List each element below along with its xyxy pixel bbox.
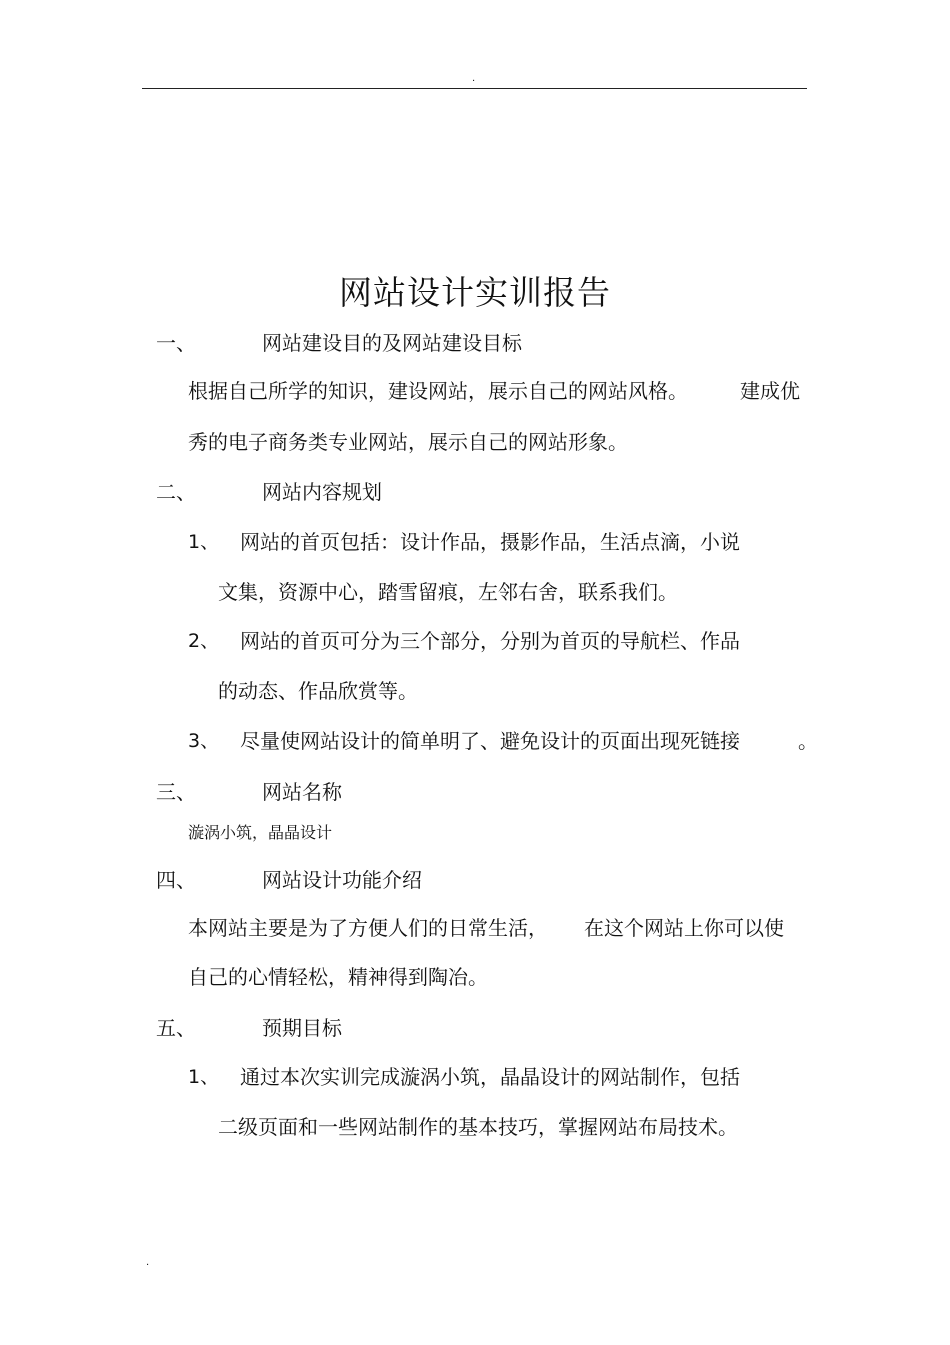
- section-3-title: 网站名称: [262, 780, 342, 804]
- section-2-item-2-line: 网站的首页可分为三个部分，分别为首页的导航栏、作品: [240, 629, 740, 653]
- section-2-number: 二、: [156, 480, 196, 504]
- section-5-item-1-number: 1、: [188, 1066, 220, 1088]
- section-2-item-1-number: 1、: [188, 531, 220, 553]
- document-title: 网站设计实训报告: [339, 273, 611, 312]
- section-4-text-line: 自己的心情轻松，精神得到陶冶。: [188, 965, 488, 989]
- section-2-item-3-number: 3、: [188, 730, 220, 752]
- section-2-item-1-line: 文集，资源中心，踏雪留痕，左邻右舍，联系我们。: [218, 580, 678, 604]
- section-1-text-line: 根据自己所学的知识，建设网站，展示自己的网站风格。: [188, 379, 688, 403]
- section-3-text-line: 漩涡小筑，晶晶设计: [188, 823, 333, 842]
- section-2-item-3-period: 。: [798, 729, 818, 753]
- header-dot: .: [472, 73, 476, 84]
- section-5-number: 五、: [156, 1016, 196, 1040]
- section-4-text-line: 本网站主要是为了方便人们的日常生活，: [188, 916, 548, 940]
- section-2-item-1-line: 网站的首页包括：设计作品，摄影作品，生活点滴，小说: [240, 530, 740, 554]
- section-4-title: 网站设计功能介绍: [262, 868, 422, 892]
- section-1-title: 网站建设目的及网站建设目标: [262, 331, 522, 355]
- section-2-item-2-number: 2、: [188, 630, 220, 652]
- section-1-text-line: 秀的电子商务类专业网站，展示自己的网站形象。: [188, 430, 628, 454]
- section-4-number: 四、: [156, 868, 196, 892]
- section-2-title: 网站内容规划: [262, 480, 382, 504]
- section-5-title: 预期目标: [262, 1016, 342, 1040]
- section-1-text-line: 建成优: [740, 379, 800, 403]
- section-2-item-2-line: 的动态、作品欣赏等。: [218, 679, 418, 703]
- section-5-item-1-line: 通过本次实训完成漩涡小筑，晶晶设计的网站制作，包括: [240, 1065, 740, 1089]
- section-3-number: 三、: [156, 780, 196, 804]
- header-rule: [142, 88, 807, 89]
- section-2-item-3-line: 尽量使网站设计的简单明了、避免设计的页面出现死链接: [240, 729, 740, 753]
- section-4-text-line: 在这个网站上你可以使: [584, 916, 784, 940]
- section-1-number: 一、: [156, 331, 196, 355]
- section-5-item-1-line: 二级页面和一些网站制作的基本技巧，掌握网站布局技术。: [218, 1115, 738, 1139]
- footer-dot: .: [146, 1257, 150, 1268]
